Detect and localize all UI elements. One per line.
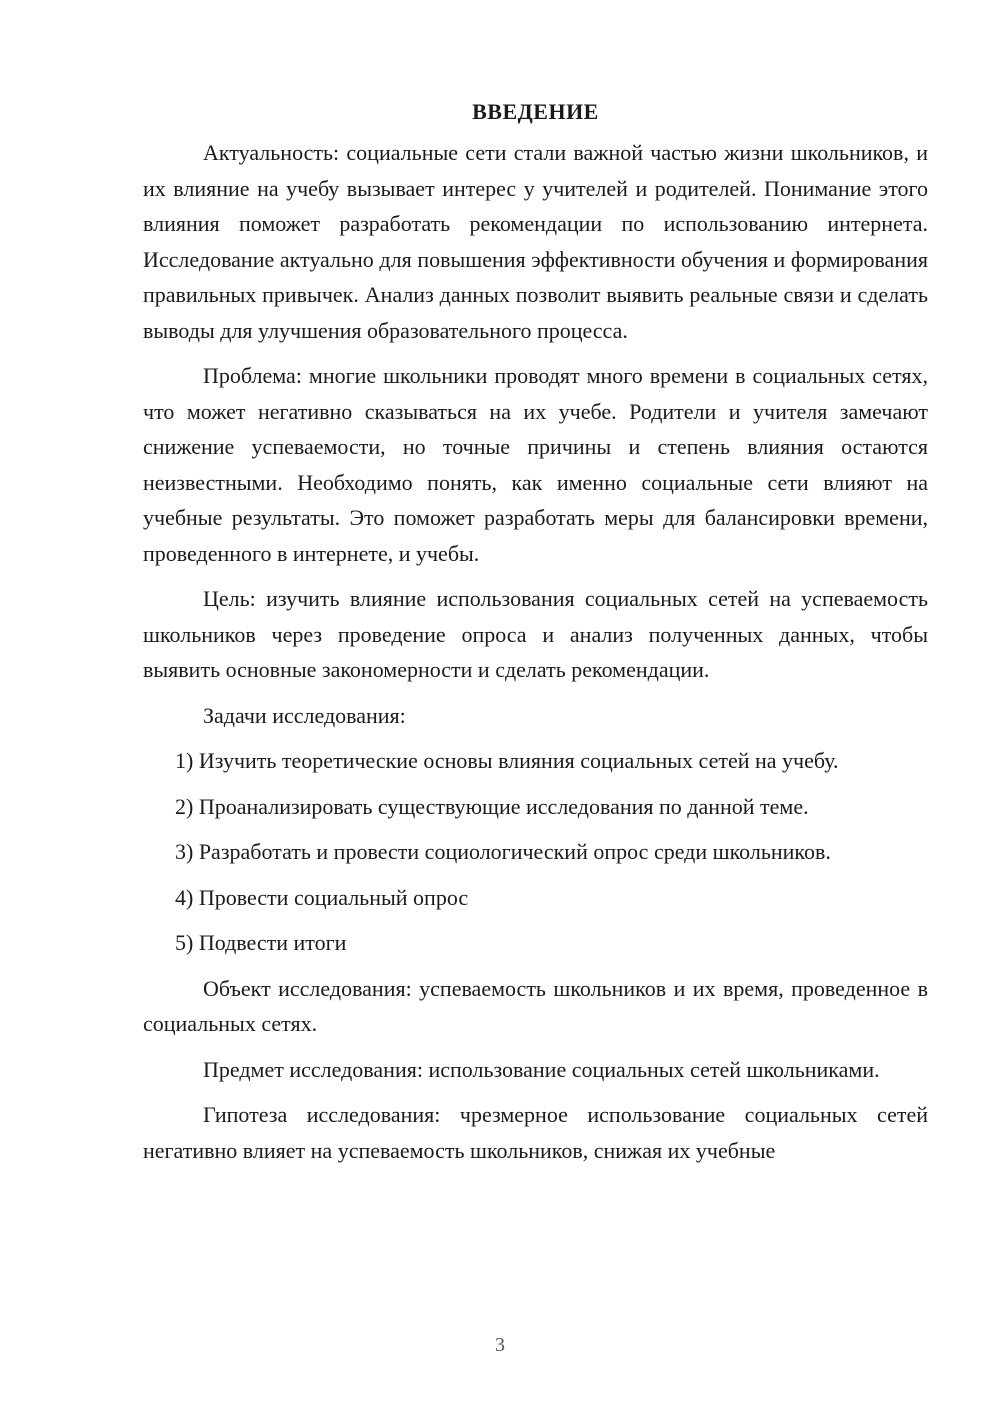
paragraph-hypothesis: Гипотеза исследования: чрезмерное использование социальных сетей негативно влияет на успеваемость школьников, снижая их учебные: [143, 1102, 928, 1163]
task-item-2: 2) Проанализировать существующие исследования по данной теме.: [175, 793, 809, 819]
tasks-heading: Задачи исследования:: [203, 702, 406, 728]
task-item-3: 3) Разработать и провести социологический опрос среди школьников.: [175, 839, 831, 864]
task-item-1: 1) Изучить теоретические основы влияния социальных сетей на учебу.: [175, 748, 839, 773]
task-item-4: 4) Провести социальный опрос: [175, 884, 469, 910]
paragraph-goal: Цель: изучить влияние использования социальных сетей на успеваемость школьников через проведение опроса и анализ полученных данных, чтобы выявить основные закономерности и сделать рекомендации.: [143, 586, 928, 682]
section-title: ВВЕДЕНИЕ: [472, 99, 599, 124]
paragraph-relevance: Актуальность: социальные сети стали важной частью жизни школьников, и их влияние на учебу вызывает интерес у учителей и родителей. Понимание этого влияния поможет разработать рекомендации по использованию интернета. Исследование актуально для повышения эффективности обучения и формирования правильных привычек. Анализ данных позволит выявить реальные связи и сделать выводы для улучшения образовательного процесса.: [143, 140, 928, 343]
paragraph-object: Объект исследования: успеваемость школьников и их время, проведенное в социальных сетях.: [143, 975, 928, 1036]
task-list: [143, 743, 928, 961]
document-page: [143, 94, 928, 1178]
paragraph-subject: Предмет исследования: использование социальных сетей школьниками.: [203, 1056, 880, 1082]
page-number: 3: [495, 1334, 505, 1356]
paragraph-problem: Проблема: многие школьники проводят много времени в социальных сетях, что может негативно сказываться на их учебе. Родители и учителя замечают снижение успеваемости, но точные причины и степень влияния остаются неизвестными. Необходимо понять, как именно социальные сети влияют на учебные результаты. Это поможет разработать меры для балансировки времени, проведенного в интернете, и учебы.: [143, 363, 928, 566]
task-item-5: 5) Подвести итоги: [175, 930, 347, 955]
